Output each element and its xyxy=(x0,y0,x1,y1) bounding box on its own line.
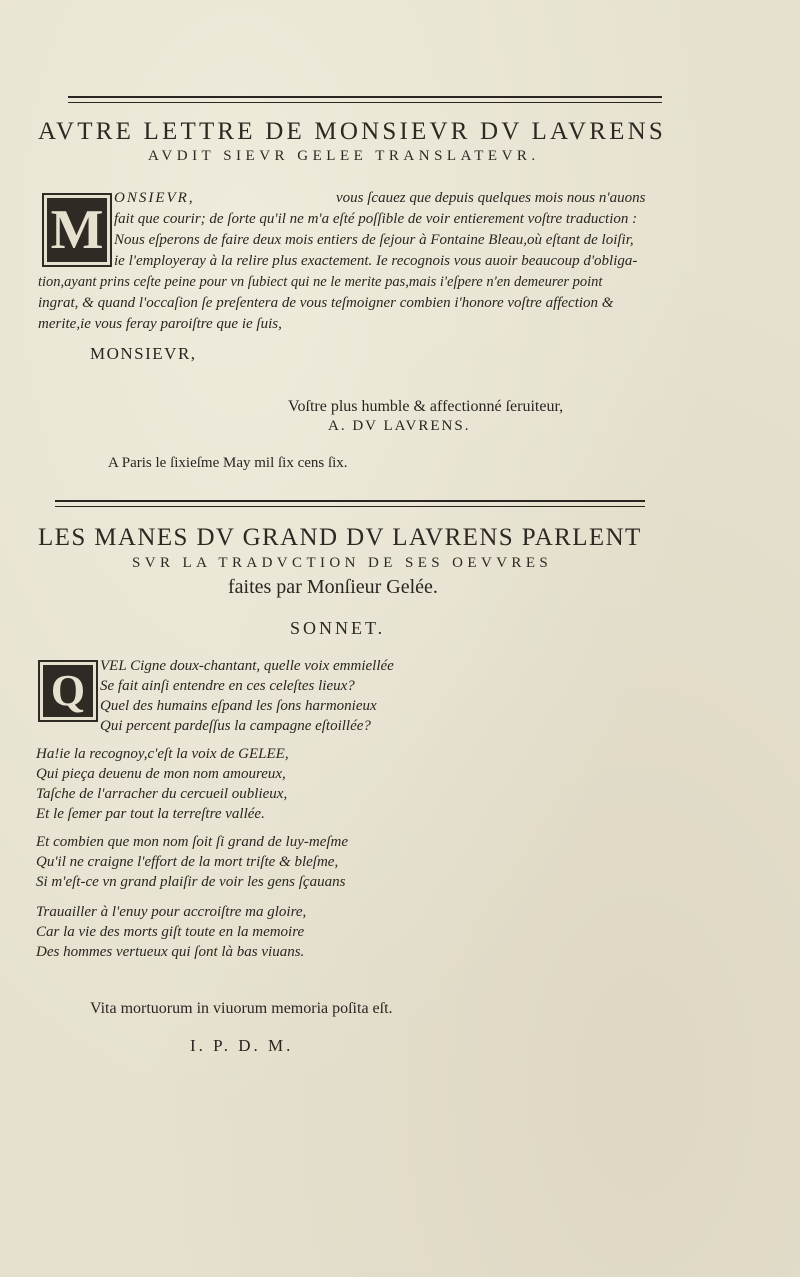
letter-signature: A. DV LAVRENS. xyxy=(328,418,471,434)
sonnet-line-8: Et le ſemer par tout la terreſtre vallée. xyxy=(36,806,265,822)
latin-motto: Vita mortuorum in viuorum memoria poſita eſt. xyxy=(90,1000,393,1017)
letter-dateline: A Paris le ſixieſme May mil ſix cens ſix. xyxy=(108,455,348,471)
letter-subtitle: AVDIT SIEVR GELEE TRANSLATEVR. xyxy=(148,148,540,164)
initial-letter: M xyxy=(50,199,104,261)
sonnet-line-1: VEL Cigne doux-chantant, quelle voix emmiellée xyxy=(100,658,394,674)
sonnet-heading: SONNET. xyxy=(290,618,386,638)
letter-line-4: ie l'employeray à la relire plus exactement. Ie recognois vous auoir beaucoup d'obliga- xyxy=(114,253,638,269)
decorated-initial-m xyxy=(42,193,112,267)
sonnet-line-12: Trauailler à l'enuy pour accroiſtre ma gloire, xyxy=(36,904,307,920)
poem-subtitle-2: faites par Monſieur Gelée. xyxy=(228,576,438,598)
sonnet-line-10: Qu'il ne craigne l'effort de la mort triſte & bleſme, xyxy=(36,854,339,870)
sonnet-line-3: Quel des humains eſpand les ſons harmonieux xyxy=(100,698,377,714)
decorated-initial-q xyxy=(38,660,98,722)
poem-subtitle-1: SVR LA TRADVCTION DE SES OEVVRES xyxy=(132,555,553,571)
letter-line-3: Nous eſperons de faire deux mois entiers de ſejour à Fontaine Bleau,où eſtant de loiſir, xyxy=(114,232,634,248)
letter-salutation: MONSIEVR, xyxy=(90,344,197,363)
sonnet-line-2: Se fait ainſi entendre en ces celeſtes lieux? xyxy=(100,678,355,694)
sonnet-line-13: Car la vie des morts giſt toute en la memoire xyxy=(36,924,305,940)
initial-letter: Q xyxy=(50,666,86,715)
letter-line-7: merite,ie vous feray paroiſtre que ie ſuis, xyxy=(38,316,282,332)
sonnet-line-9: Et combien que mon nom ſoit ſi grand de luy-meſme xyxy=(36,834,349,850)
sonnet-line-5: Ha!ie la recognoy,c'eſt la voix de GELEE, xyxy=(36,746,289,762)
poem-title: LES MANES DV GRAND DV LAVRENS PARLENT xyxy=(38,524,642,551)
sonnet-line-11: Si m'eſt-ce vn grand plaiſir de voir les gens ſçauans xyxy=(36,874,346,890)
letter-opening: ONSIEVR, xyxy=(114,190,195,206)
sonnet-line-7: Taſche de l'arracher du cercueil oublieux, xyxy=(36,786,288,802)
letter-closing: Voſtre plus humble & affectionné ſeruiteur, xyxy=(288,398,564,415)
sonnet-line-14: Des hommes vertueux qui ſont là bas viuans. xyxy=(36,944,305,960)
letter-title: AVTRE LETTRE DE MONSIEVR DV LAVRENS xyxy=(38,118,666,145)
letter-line-5: tion,ayant prins ceſte peine pour vn ſubiect qui ne le merite pas,mais i'eſpere n'en demeurer point xyxy=(38,274,603,290)
letter-line-2: fait que courir; de ſorte qu'il ne m'a eſté poſſible de voir entierement voſtre traduction : xyxy=(114,211,638,227)
sonnet-line-6: Qui pieça deuenu de mon nom amoureux, xyxy=(36,766,286,782)
sonnet-line-4: Qui percent pardeſſus la campagne eſtoillée? xyxy=(100,718,371,734)
author-initials: I. P. D. M. xyxy=(190,1036,294,1055)
letter-line-1: vous ſcauez que depuis quelques mois nous n'auons xyxy=(336,190,646,206)
letter-line-6: ingrat, & quand l'occaſion ſe preſentera de vous teſmoigner combien i'honore voſtre affection & xyxy=(38,295,614,311)
